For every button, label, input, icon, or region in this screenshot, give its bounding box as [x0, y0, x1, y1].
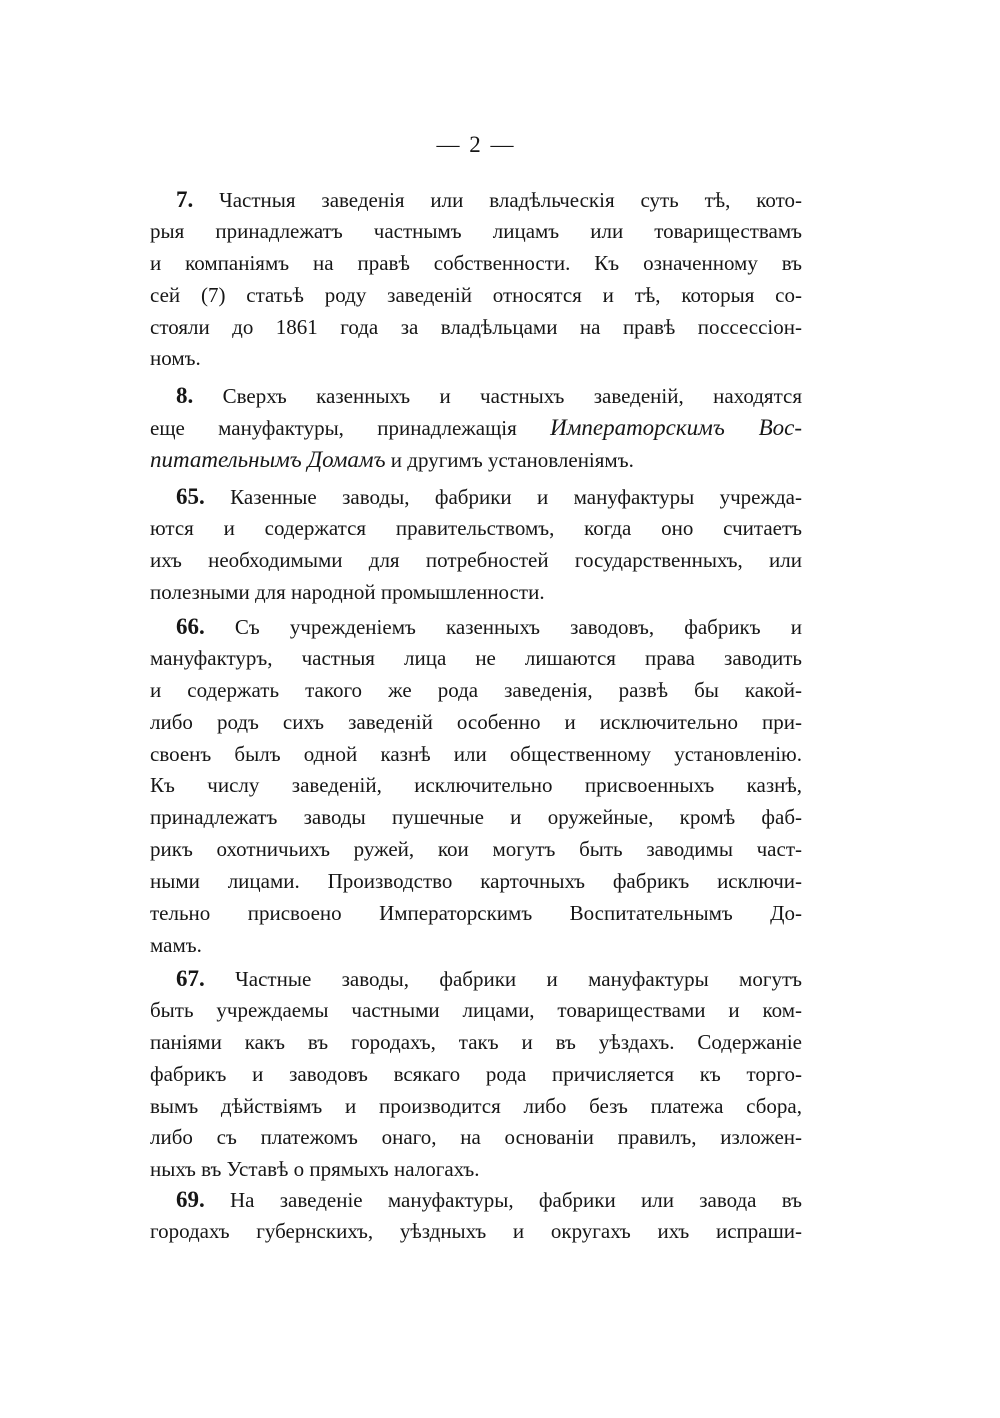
article-number: 8.	[176, 383, 194, 408]
article-number: 7.	[176, 187, 194, 212]
text-line	[150, 1184, 802, 1216]
text-line: своенъ былъ одной казнѣ или общественному установленію.	[150, 741, 802, 766]
article-67	[150, 963, 802, 1186]
text-line: сей (7) статьѣ роду заведеній относятся и тѣ, которыя со-	[150, 282, 802, 307]
line-text: Сверхъ казенныхъ и частныхъ заведеній, находятся	[193, 384, 802, 408]
article-66	[150, 611, 802, 962]
article-69	[150, 1184, 802, 1248]
text-line	[150, 963, 802, 995]
text-line: рикъ охотничьихъ ружей, кои могутъ быть заводимы част-	[150, 837, 802, 862]
text-line	[150, 444, 802, 476]
line-text: Частныя заведенія или владѣльческія суть тѣ, кото-	[193, 188, 802, 212]
text-line: мамъ.	[150, 932, 202, 957]
text-line	[150, 380, 802, 412]
italic-text: питательнымъ Домамъ	[150, 446, 386, 472]
text-line: стояли до 1861 года за владѣльцами на правѣ поссессіон-	[150, 314, 802, 339]
text-line	[150, 184, 802, 216]
text-line: ными лицами. Производство карточныхъ фабрикъ исключи-	[150, 869, 802, 894]
article-7	[150, 184, 802, 375]
text-line	[150, 412, 802, 444]
text-line: паніями какъ въ городахъ, такъ и въ уѣздахъ. Содержаніе	[150, 1029, 802, 1054]
text-line: ныхъ въ Уставѣ о прямыхъ налогахъ.	[150, 1157, 480, 1182]
text-line: ихъ необходимыми для потребностей государственныхъ, или	[150, 547, 802, 572]
line-text: еще мануфактуры, принадлежащія	[150, 415, 551, 440]
line-text: На заведеніе мануфактуры, фабрики или завода въ	[204, 1188, 802, 1212]
text-line: мануфактуръ, частныя лица не лишаются права заводить	[150, 645, 802, 670]
text-line: полезными для народной промышленности.	[150, 579, 545, 604]
text-line: и компаніямъ на правѣ собственности. Къ означенному въ	[150, 250, 802, 275]
text-line: номъ.	[150, 346, 201, 371]
text-line: либо съ платежомъ онаго, на основаніи правилъ, изложен-	[150, 1125, 802, 1150]
text-line: либо родъ сихъ заведеній особенно и исключительно при-	[150, 709, 802, 734]
article-number: 69.	[176, 1187, 205, 1212]
line-text: и другимъ установленіямъ.	[385, 447, 634, 472]
text-line	[150, 481, 802, 513]
text-line	[150, 611, 802, 643]
text-line: фабрикъ и заводовъ всякаго рода причисляется къ торго-	[150, 1061, 802, 1086]
text-line: вымъ дѣйствіямъ и производится либо безъ платежа сбора,	[150, 1093, 802, 1118]
text-line: Къ числу заведеній, исключительно присвоенныхъ казнѣ,	[150, 773, 802, 798]
text-line: городахъ губернскихъ, уѣздныхъ и округахъ ихъ испраши-	[150, 1218, 802, 1243]
page-number: — 2 —	[436, 132, 516, 157]
text-line: тельно присвоено Императорскимъ Воспитательнымъ До-	[150, 901, 802, 926]
article-8	[150, 380, 802, 476]
article-number: 65.	[176, 484, 205, 509]
article-number: 66.	[176, 614, 205, 639]
text-line: рыя принадлежатъ частнымъ лицамъ или товариществамъ	[150, 218, 802, 243]
line-text: Частные заводы, фабрики и мануфактуры могутъ	[204, 967, 802, 991]
text-line: быть учреждаемы частными лицами, товариществами и ком-	[150, 997, 802, 1022]
text-line: ются и содержатся правительствомъ, когда оно считаетъ	[150, 515, 802, 540]
article-number: 67.	[176, 966, 205, 991]
text-line: принадлежатъ заводы пушечные и оружейные, кромѣ фаб-	[150, 805, 802, 830]
text-line: и содержать такого же рода заведенія, развѣ бы какой-	[150, 677, 802, 702]
line-text: Казенные заводы, фабрики и мануфактуры учрежда-	[204, 485, 802, 509]
line-text: Съ учрежденіемъ казенныхъ заводовъ, фабрикъ и	[204, 615, 802, 639]
article-65	[150, 481, 802, 609]
italic-text: Императорскимъ Вос-	[550, 414, 803, 440]
